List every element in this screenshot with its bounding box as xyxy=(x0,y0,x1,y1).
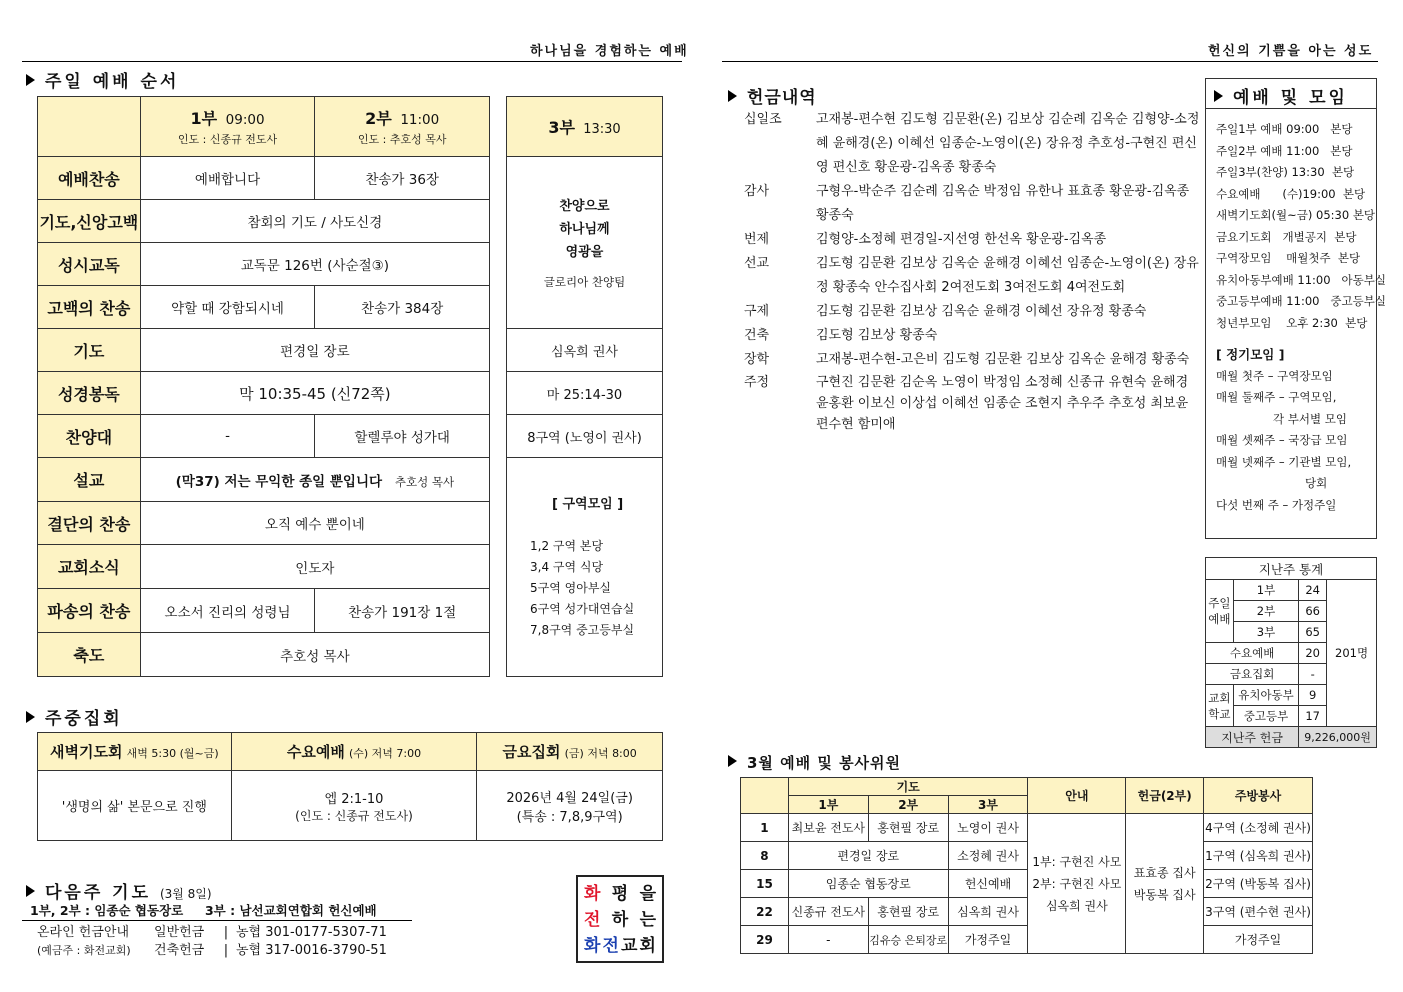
triangle-icon xyxy=(26,885,35,897)
triangle-icon xyxy=(728,90,737,102)
church-logo: 화 평 을 전 하 는 화 전 교 회 xyxy=(576,875,664,963)
row-label: 축도 xyxy=(38,633,141,677)
offering-list: 십일조 고재봉-편수현 김도형 김문환(온) 김보상 김순례 김옥순 김형양-소정혜 윤해경(온) 이혜선 임종순-노영이(온) 장유정 추호성-구현진 편신영 편신호 황운광-김옥종 황종숙 감사 구형우-박순주 김순례 김옥순 박정임 유한나 표효종 황운광-김옥종 황종숙 번제 김형양-소정혜 편경일-지선영 한선옥 황운광-김옥종 선교 김도형 김문환 김보상 김옥순 윤해경 이혜선 임종순-노영이(온) 장유정 황종숙 안수집사회 2여전도회 3여전도회 4여전도회 구제 김도형 김문환 김보상 김옥순 윤해경 이혜선 장유정 황종숙 건축 김도형 김보상 황종숙 장학 고재봉-편수현-고은비 김도형 김문환 김보상 김옥순 윤해경 황종숙 주정 구현진 김문환 김순옥 노영이 박정임 소정혜 신종규 유현숙 윤해경 윤홍환 이보신 이상섭 이혜선 임종순 조현지 추우주 추호성 최보윤 편수현 함미애 xyxy=(744,112,1200,432)
header-left: 하나님을 경험하는 예배 xyxy=(530,44,689,59)
midweek-section-title: 주중집회 xyxy=(26,704,123,729)
next-prayer-title: 다음주 기도 (3월 8일) xyxy=(26,878,212,903)
district-meetings: [ 구역모임 ] 1,2 구역 본당 3,4 구역 식당 5구역 영아부실 6구역 성가대연습실 7,8구역 중고등부실 xyxy=(507,458,663,677)
midweek-table: 새벽기도회 새벽 5:30 (월~금) 수요예배 (수) 저녁 7:00 금요집회 (금) 저녁 8:00 '생명의 삶' 본문으로 진행 엡 2:1-10 (인도 : 신종규 전도사) 2026년 4월 24일(금) (특송 : 7,8,9구역) xyxy=(37,732,663,841)
third-praise: 찬양으로 하나님께 영광을 글로리아 찬양팀 xyxy=(507,157,663,329)
service-3-header: 3부 13:30 xyxy=(507,97,663,157)
row-label: 기도 xyxy=(38,329,141,372)
row-label: 찬양대 xyxy=(38,415,141,458)
worship-section-title: 주일 예배 순서 xyxy=(26,67,179,92)
offering-section-title: 헌금내역 xyxy=(728,83,817,108)
header-left-rule xyxy=(22,61,682,62)
triangle-icon xyxy=(26,74,35,86)
next-prayer-rule xyxy=(22,920,412,921)
header-right-rule xyxy=(722,61,1378,62)
meetings-box: 예배 및 모임 주일1부 예배 09:00 본당 주일2부 예배 11:00 본당 주일3부(찬양) 13:30 본당 수요예배 (수)19:00 본당 새벽기도회(월~금) 05:30 본당 금요기도회 개별공지 본당 구역장모임 매월첫주 본당 유치아동부예배 11:00 아동부실 중고등부예배 11:00 중고등부실 청년부모임 오후 2:30 본당 [ 정기모임 ] 매월 첫주 – 구역장모임 매월 둘째주 – 구역모임, 각 부서별 모임 매월 셋째주 – 국장급 모임 매월 넷째주 – 기관별 모임, 당회 다섯 번째 주 – 가정주일 xyxy=(1205,78,1377,539)
row-label: 예배찬송 xyxy=(38,157,141,200)
stats-table: 지난주 통계 주일예배 1부 24 201명 2부 66 3부 65 수요예배 20 금요집회 - 교회학교 유치아동부 9 중고등부 17 지난주 헌금 9,226,000원 xyxy=(1205,557,1377,748)
online-offering: 온라인 헌금안내 일반헌금 | 농협 301-0177-5307-71 (예금주 : 화전교회) 건축헌금 | 농협 317-0016-3790-51 xyxy=(37,925,387,958)
sermon: (막37) 저는 무익한 종일 뿐입니다 추호성 목사 xyxy=(140,458,489,502)
service-3-table: 3부 13:30 찬양으로 하나님께 영광을 글로리아 찬양팀 심옥희 권사 마 25:14-30 8구역 (노영이 권사) [ 구역모임 ] 1,2 구역 본당 3,4 구역 식당 5구역 영아부실 6구역 성가대연습실 7,8구역 중고등부실 xyxy=(506,96,663,677)
triangle-icon xyxy=(728,755,737,767)
service-2-header: 2부 11:00 인도 : 추호성 목사 xyxy=(315,97,490,157)
row-label: 성시교독 xyxy=(38,243,141,286)
triangle-icon xyxy=(1214,90,1223,102)
row-label: 성경봉독 xyxy=(38,372,141,415)
row-label: 파송의 찬송 xyxy=(38,589,141,633)
row-label: 설교 xyxy=(38,458,141,502)
next-prayer-line: 1부, 2부 : 임종순 협동장로 3부 : 남선교회연합회 헌신예배 xyxy=(30,903,377,918)
row-label: 기도,신앙고백 xyxy=(38,200,141,243)
row-label: 교회소식 xyxy=(38,545,141,589)
service-roster-table: 기도 안내 헌금(2부) 주방봉사 1부 2부 3부 1 최보윤 전도사 홍현필 장로 노영이 권사 1부: 구현진 사모 2부: 구현진 사모 심옥희 권사 표효종 집사 박동복 집사 4구역 (소정혜 권사) 8 편경일 장로 소정혜 권사 1구역 (심옥희 권사) 15 임종순 협동장로 헌신예배 2구역 (박동복 집사) 22 신종규 전도사 홍현필 장로 심옥희 권사 3구역 (편수현 권사) 29 - 김유승 은퇴장로 가정주일 가정주일 xyxy=(740,777,1313,954)
guide-cell: 1부: 구현진 사모 2부: 구현진 사모 심옥희 권사 xyxy=(1028,814,1126,954)
offering-cell: 표효종 집사 박동복 집사 xyxy=(1126,814,1204,954)
roster-section-title: 3월 예배 및 봉사위원 xyxy=(728,752,901,773)
service-1-header: 1부 09:00 인도 : 신종규 전도사 xyxy=(140,97,315,157)
row-label: 고백의 찬송 xyxy=(38,286,141,329)
row-label: 결단의 찬송 xyxy=(38,502,141,545)
triangle-icon xyxy=(26,711,35,723)
worship-order-table: 1부 09:00 인도 : 신종규 전도사 2부 11:00 인도 : 추호성 목사 예배찬송 예배합니다 찬송가 36장 기도,신앙고백 참회의 기도 / 사도신경 성시교독 교독문 126번 (사순절③) 고백의 찬송 약할 때 강함되시네 찬송가 384장 기도 편경일 장로 성경봉독 막 10:35-45 (신72쪽) 찬양대 - 할렐루야 성가대 설교 (막37) 저는 무익한 종일 뿐입니다 추호성 목사 결단의 찬송 오직 예수 뿐이네 교회소식 인도자 파송의 찬송 오소서 진리의 성령님 찬송가 191장 1절 축도 추호성 목사 xyxy=(37,96,490,677)
header-right: 헌신의 기쁨을 아는 성도 xyxy=(1208,44,1374,59)
